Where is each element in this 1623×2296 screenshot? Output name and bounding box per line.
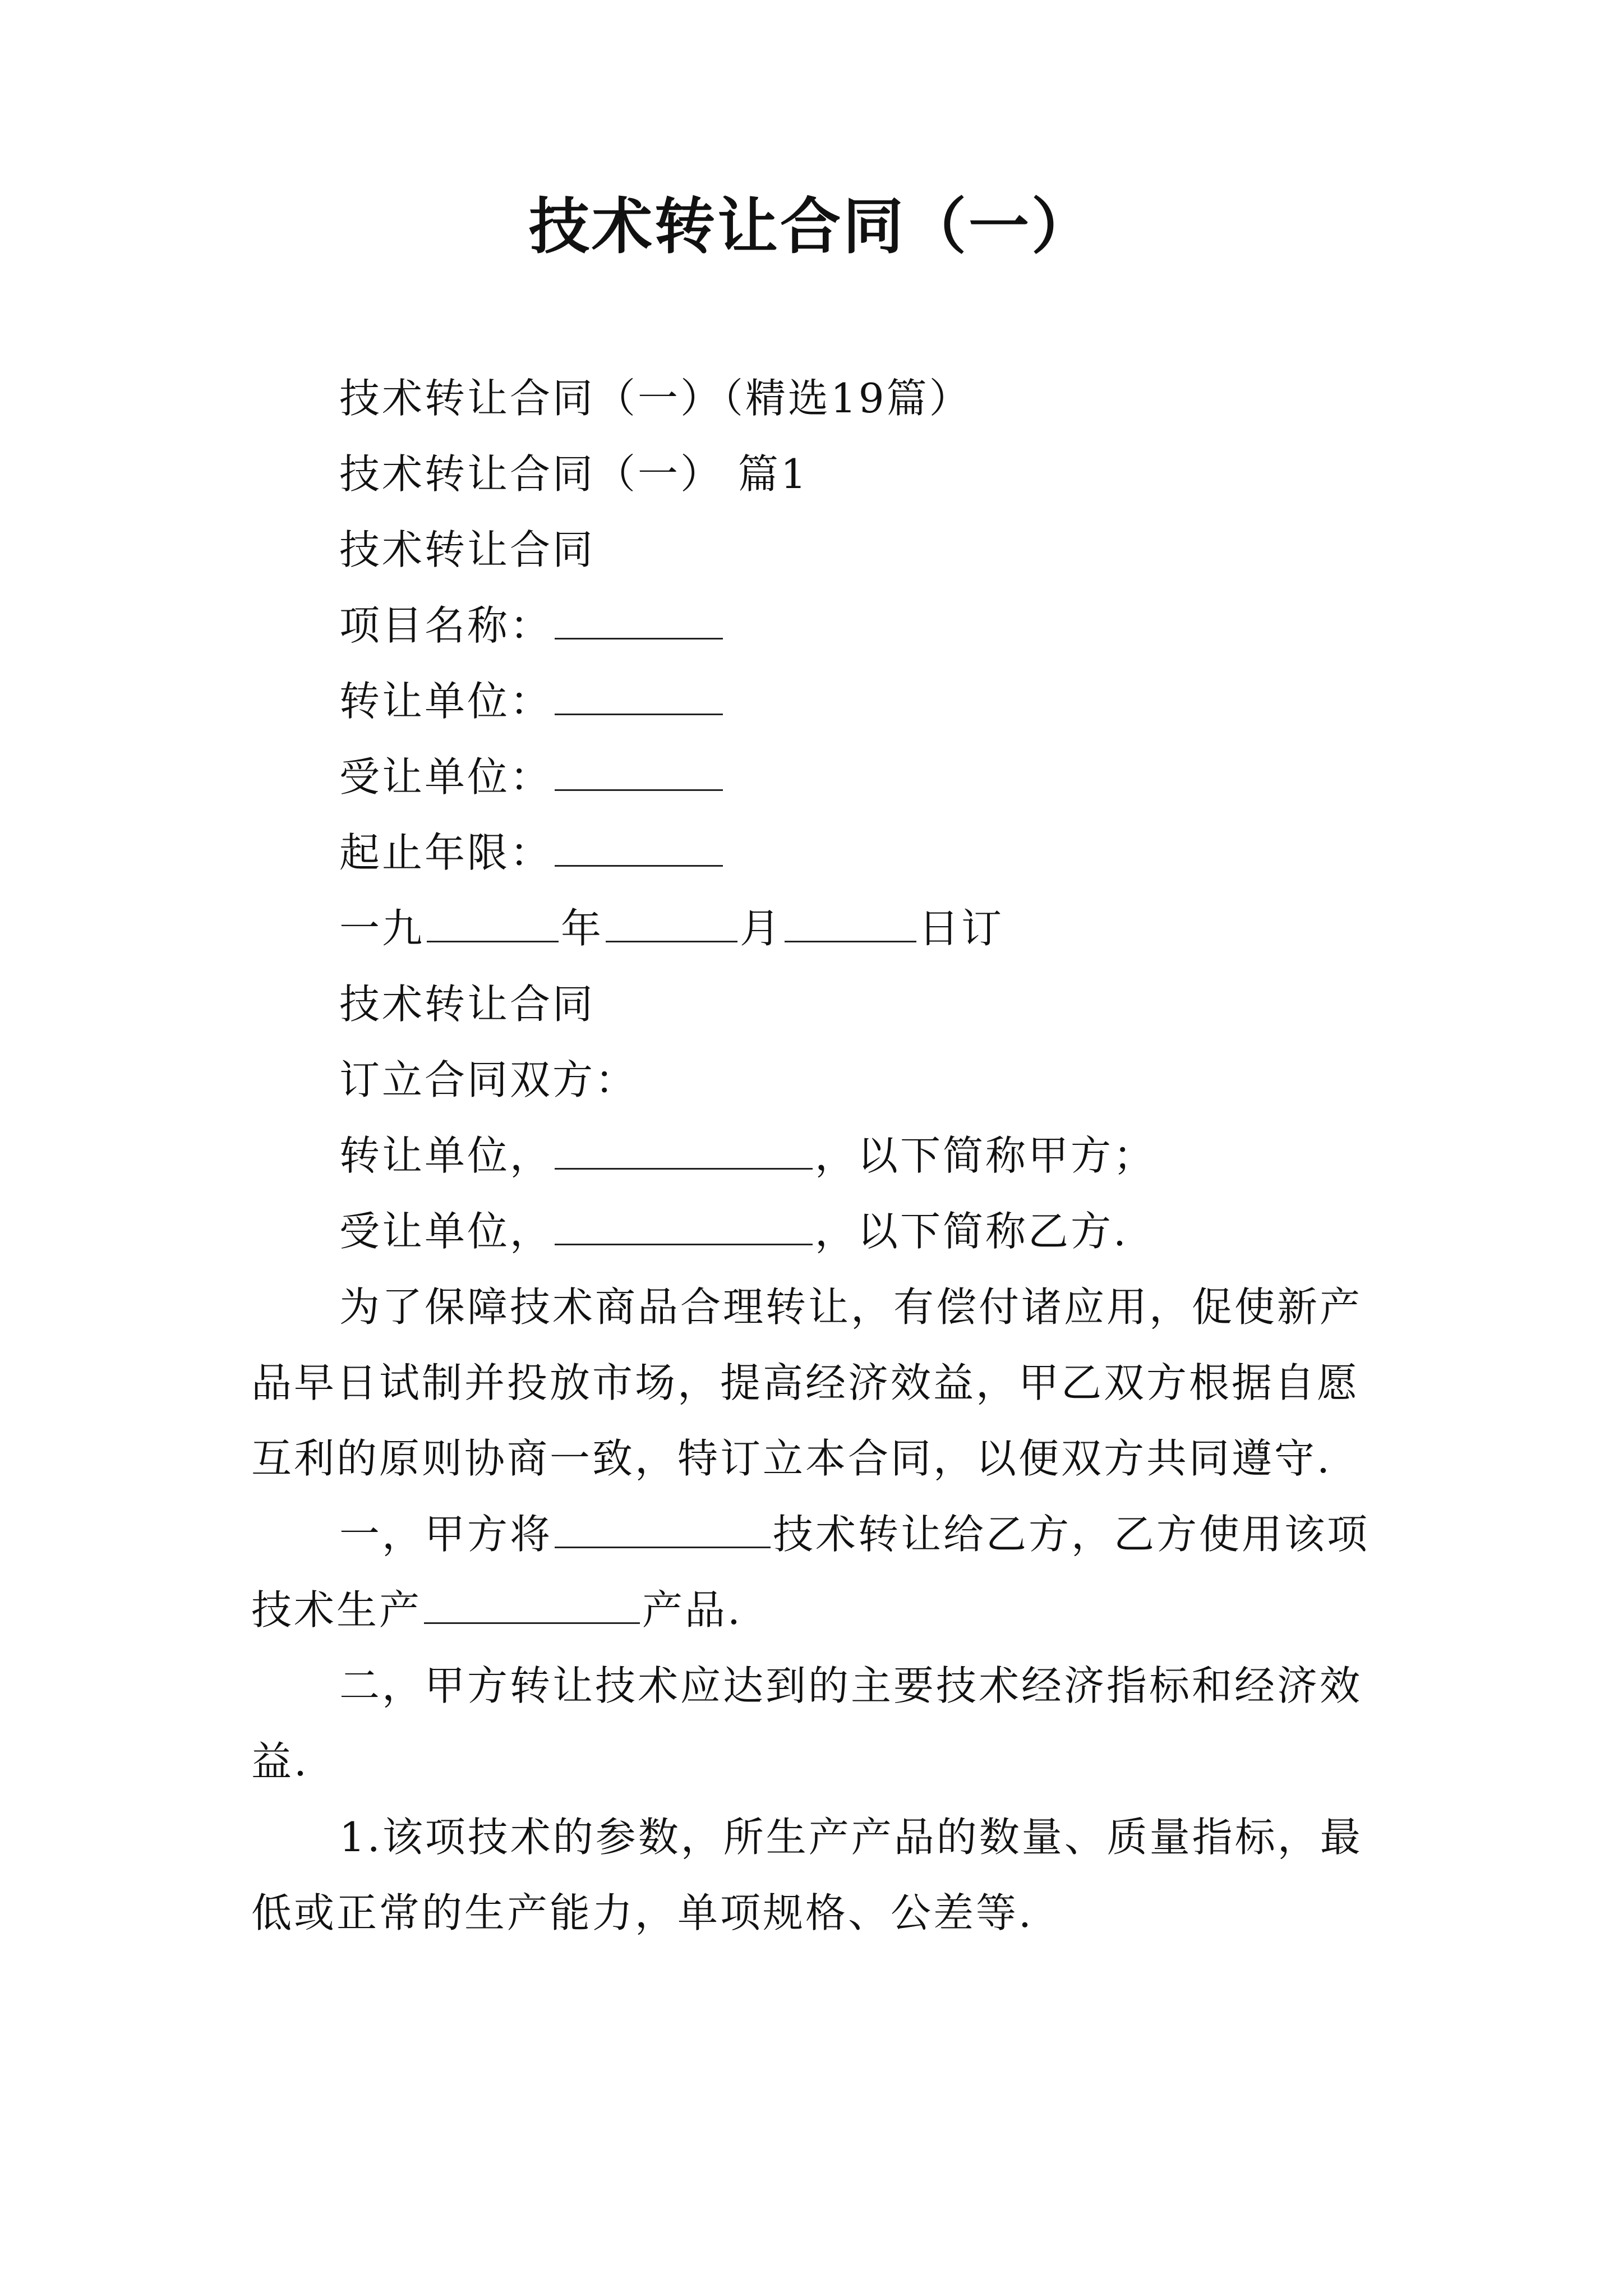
project-name-label: 项目名称： (339, 602, 553, 649)
article-1-line-2 (251, 1582, 743, 1638)
date-day-label: 日订 (919, 905, 1004, 952)
subtitle-line: 技术转让合同（一）（精选19篇） (339, 375, 972, 422)
technology-blank (555, 1541, 771, 1548)
article-1-line-1 (339, 1506, 1370, 1562)
party-b-row (339, 1203, 1128, 1259)
party-b-blank (555, 1238, 813, 1245)
article-1-prefix: 一，甲方将 (339, 1511, 553, 1558)
item-1-line-2: 低或正常的生产能力，单项规格、公差等. (251, 1889, 1034, 1936)
party-a-row (339, 1128, 1156, 1184)
party-a-blank (555, 1162, 813, 1170)
term-row (339, 825, 725, 881)
year-blank (427, 935, 559, 942)
article-1-suffix: 技术转让给乙方，乙方使用该项 (773, 1511, 1370, 1558)
product-blank (424, 1617, 640, 1624)
term-blank (555, 859, 723, 867)
parties-heading: 订立合同双方： (339, 1056, 638, 1103)
section-heading: 技术转让合同（一） 篇1 (339, 450, 809, 498)
paragraph-1-line-2: 品早日试制并投放市场，提高经济效益，甲乙双方根据自愿 (251, 1359, 1360, 1406)
receive-unit-blank (555, 784, 723, 791)
date-row (339, 900, 1004, 956)
project-name-blank (555, 632, 723, 639)
article-2-line-2: 益. (251, 1738, 309, 1785)
paragraph-1-line-1: 为了保障技术商品合理转让，有偿付诸应用，促使新产 (339, 1283, 1363, 1331)
paragraph-1-line-3: 互利的原则协商一致，特订立本合同，以便双方共同遵守. (251, 1435, 1332, 1482)
transfer-unit-blank (555, 708, 723, 715)
month-blank (606, 935, 737, 942)
receive-unit-row (339, 749, 725, 805)
party-a-suffix: ，以下简称甲方； (815, 1132, 1156, 1179)
article-2-line-1: 二，甲方转让技术应达到的主要技术经济指标和经济效 (339, 1662, 1363, 1709)
date-month-label: 月 (740, 905, 783, 952)
article-1-line-2-suffix: 产品. (642, 1586, 743, 1634)
item-1-line-1: 1.该项技术的参数，所生产产品的数量、质量指标，最 (339, 1814, 1363, 1861)
date-year-label: 年 (561, 905, 604, 952)
day-blank (785, 935, 916, 942)
transfer-unit-row (339, 673, 725, 729)
party-b-suffix: ，以下简称乙方. (815, 1208, 1128, 1255)
document-title: 技术转让合同（一） (528, 192, 1094, 262)
project-name-row (339, 597, 725, 654)
receive-unit-label: 受让单位： (339, 753, 553, 800)
transfer-unit-label: 转让单位： (339, 678, 553, 725)
party-b-prefix: 受让单位， (339, 1208, 553, 1255)
contract-name-2: 技术转让合同 (339, 981, 596, 1028)
date-prefix: 一九 (339, 905, 425, 952)
contract-name: 技术转让合同 (339, 526, 596, 573)
term-label: 起止年限： (339, 829, 553, 876)
article-1-line-2-prefix: 技术生产 (251, 1586, 422, 1634)
party-a-prefix: 转让单位， (339, 1132, 553, 1179)
